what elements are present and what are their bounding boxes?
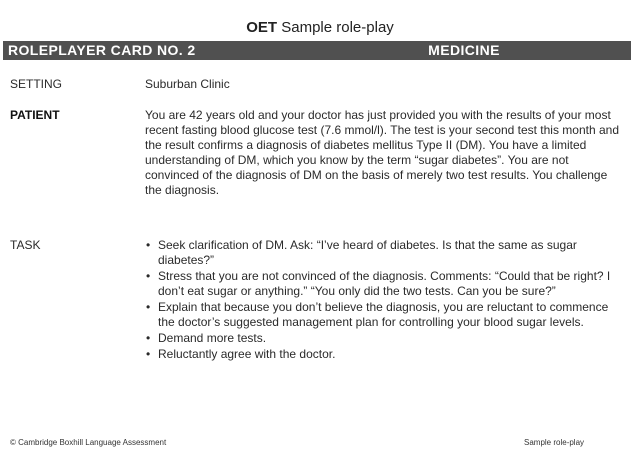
- task-item: [145, 238, 625, 268]
- bullet-icon: •: [146, 300, 151, 314]
- task-item: [145, 347, 625, 362]
- bullet-icon: •: [146, 331, 151, 345]
- bullet-icon: •: [146, 269, 151, 283]
- card-header-bar: [3, 41, 631, 60]
- page-title-rest: Sample role-play: [277, 19, 394, 36]
- task-item-text: Seek clarification of DM. Ask: “I’ve heard of diabetes. Is that the same as sugar diabetes?”: [158, 238, 577, 267]
- card-number: ROLEPLAYER CARD NO. 2: [8, 42, 196, 58]
- copyright-footer: © Cambridge Boxhill Language Assessment: [10, 438, 167, 447]
- task-item-text: Demand more tests.: [158, 331, 267, 345]
- task-list: [145, 238, 625, 362]
- task-content: [145, 238, 625, 363]
- task-item: [145, 269, 625, 299]
- task-item-text: Explain that because you don’t believe the diagnosis, you are reluctant to commence the doctor’s suggested management plan for controlling your blood sugar levels.: [158, 300, 609, 329]
- task-item-text: Reluctantly agree with the doctor.: [158, 347, 336, 361]
- patient-text: You are 42 years old and your doctor has just provided you with the results of your most recent fasting blood glucose test (7.6 mmol/l). The test is your second test this month and the result confirms a diagnosis of diabetes mellitus Type II (DM). You have a limited understanding of DM, which you know by the term “sugar diabetes”. You are not convinced of the diagnosis of DM on the basis of merely two test results. You challenge the diagnosis.: [145, 108, 620, 197]
- task-item: [145, 300, 625, 330]
- task-label: TASK: [10, 238, 41, 252]
- patient-label: PATIENT: [10, 108, 60, 122]
- task-item-text: Stress that you are not convinced of the diagnosis. Comments: “Could that be right? I don’t eat sugar or anything.” “You only did the two tests. Can you be sure?”: [158, 269, 611, 298]
- setting-value: Suburban Clinic: [145, 77, 230, 91]
- setting-label: SETTING: [10, 77, 63, 91]
- sample-footer: Sample role-play: [524, 438, 585, 447]
- profession-label: MEDICINE: [428, 42, 500, 58]
- page-title: [0, 18, 640, 38]
- oet-brand: OET: [246, 19, 278, 36]
- bullet-icon: •: [146, 238, 151, 252]
- bullet-icon: •: [146, 347, 151, 361]
- task-item: [145, 331, 625, 346]
